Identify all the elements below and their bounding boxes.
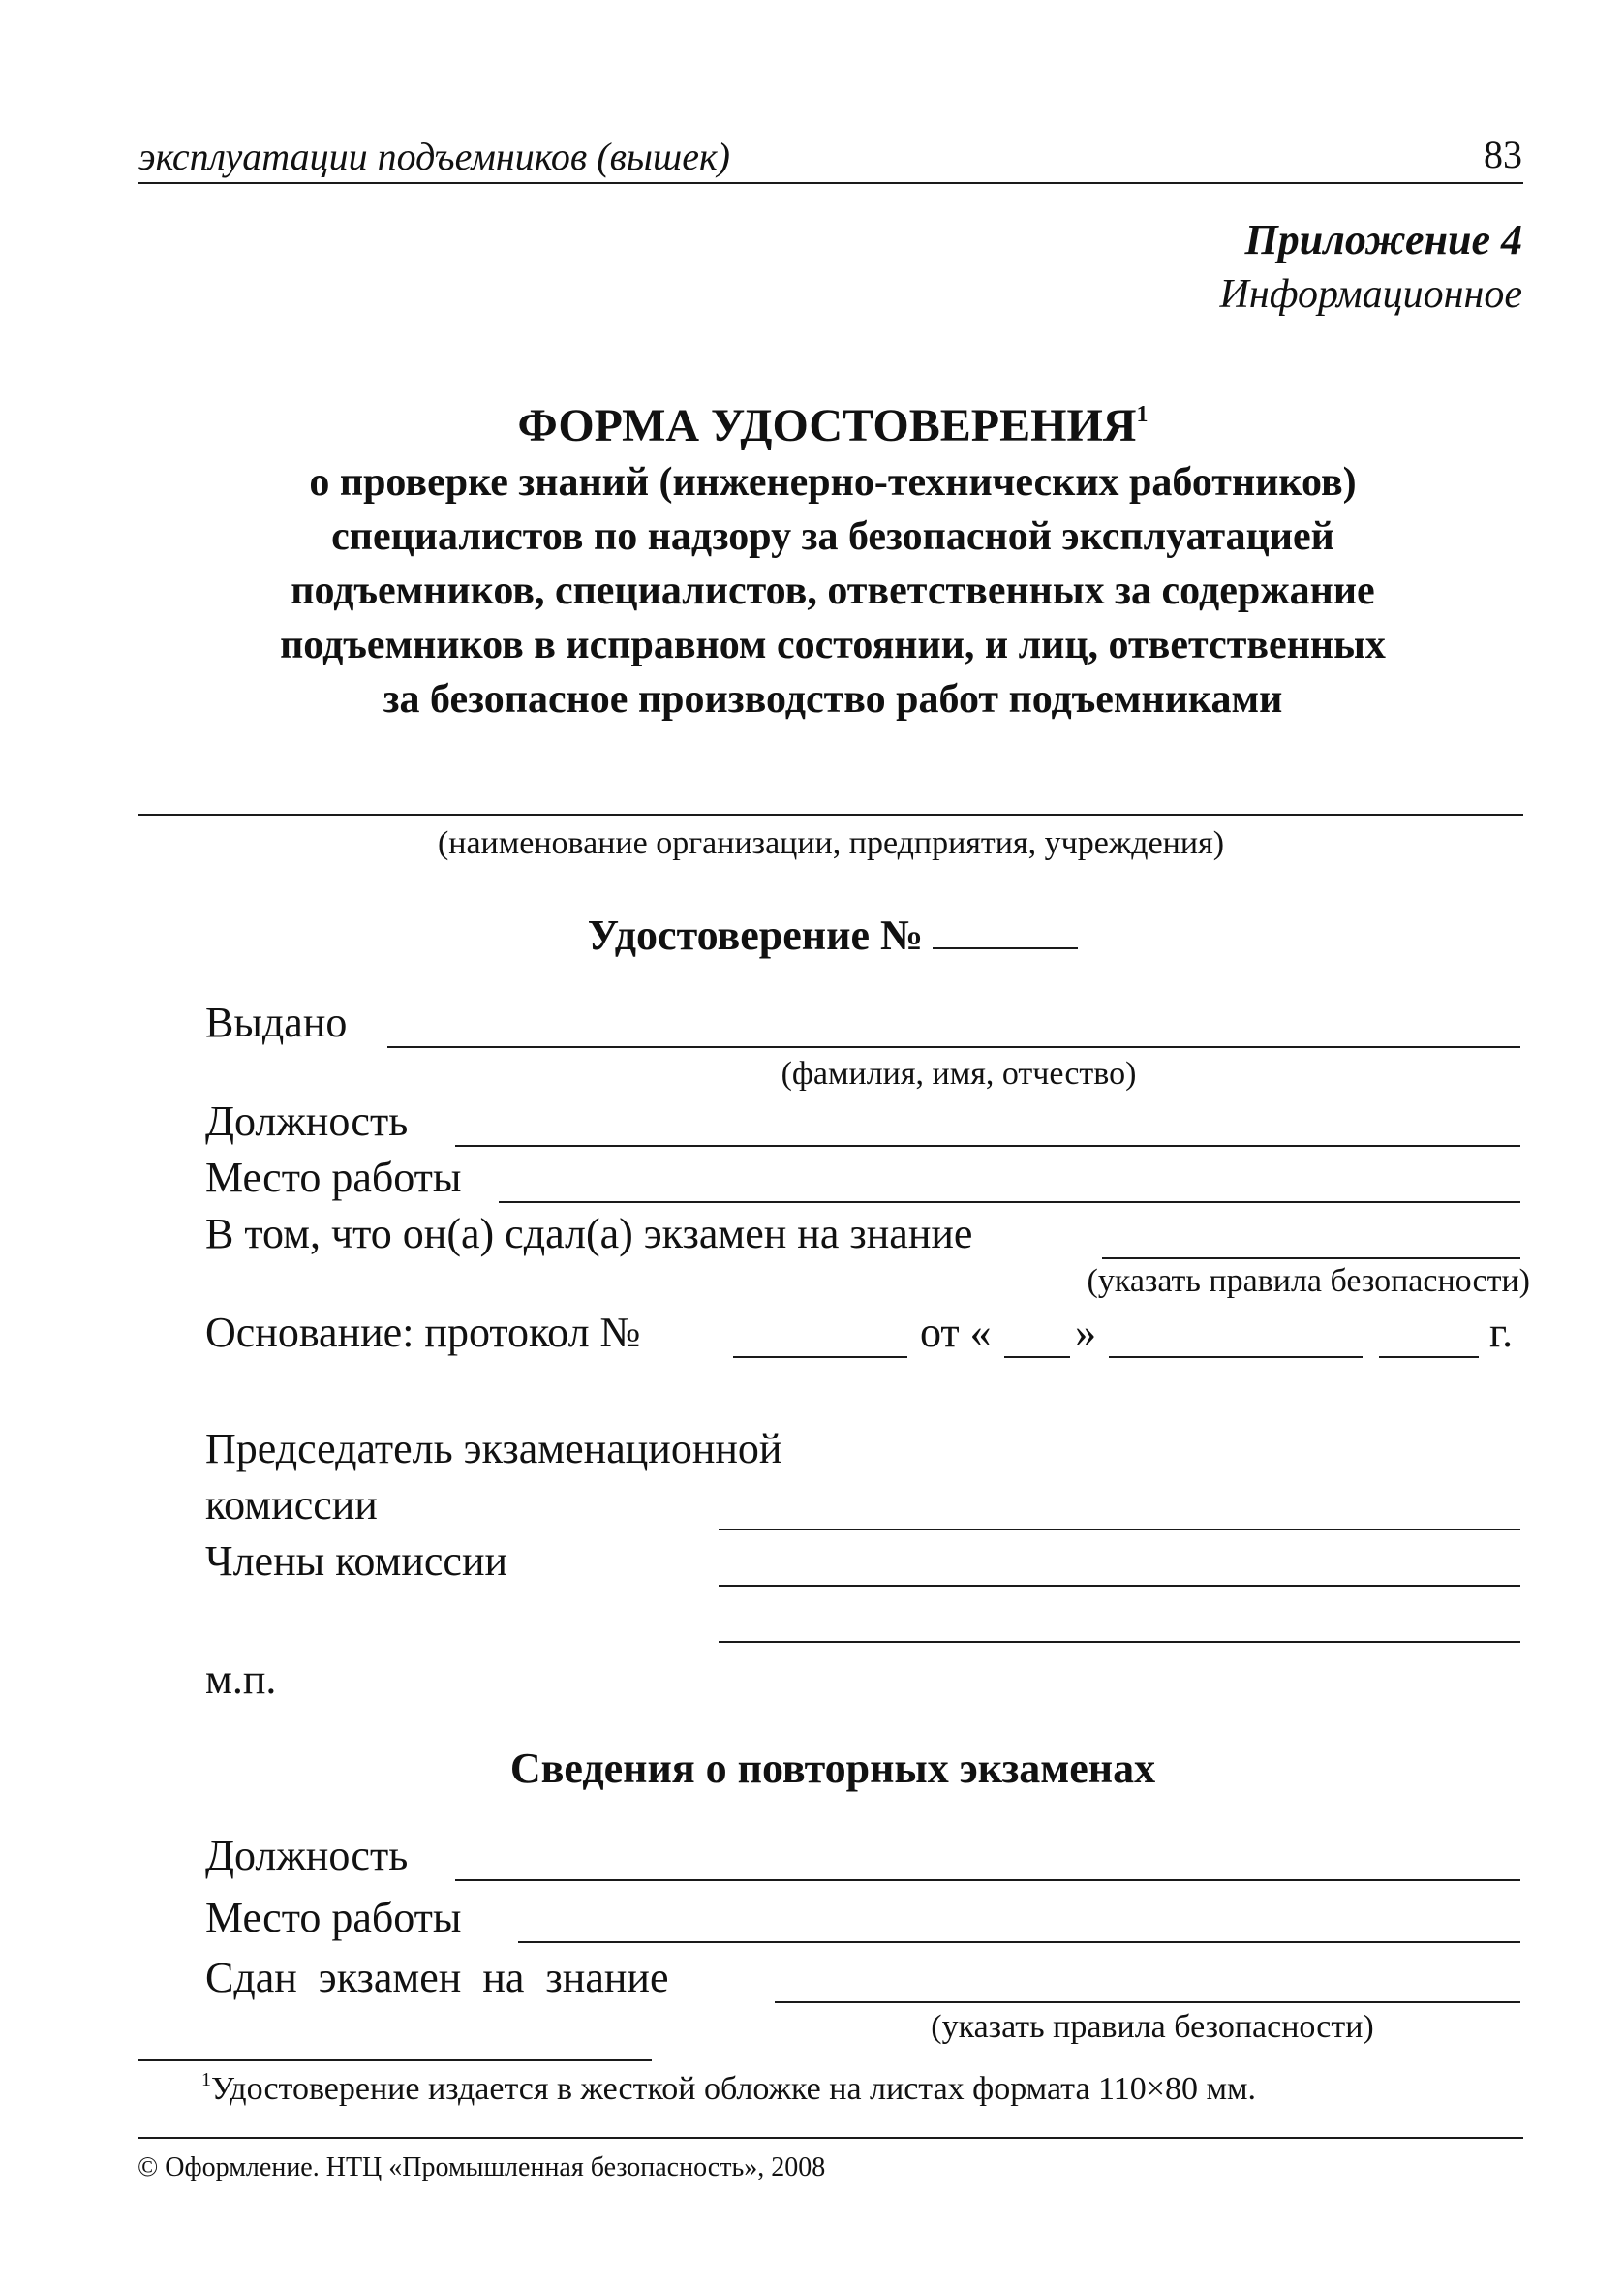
repeat-workplace-label: Место работы — [205, 1894, 462, 1941]
title-main: ФОРМА УДОСТОВЕРЕНИЯ$^1$ — [517, 400, 1149, 451]
title-line: о проверке знаний (инженерно-технических работников) — [309, 460, 1357, 505]
quote-close: » — [1075, 1309, 1096, 1356]
repeat-exam-field[interactable] — [775, 2001, 1520, 2003]
member-signature-field[interactable] — [719, 1641, 1520, 1643]
stamp-label: м.п. — [205, 1655, 277, 1703]
title-line: подъемников, специалистов, ответственных за содержание — [291, 569, 1375, 613]
issued-to-label: Выдано — [205, 999, 348, 1046]
title-line: за безопасное производство работ подъемниками — [383, 677, 1283, 722]
repeat-exam-caption: (указать правила безопасности) — [931, 2009, 1374, 2045]
copyright: © Оформление. НТЦ «Промышленная безопасность», 2008 — [138, 2152, 826, 2182]
repeat-exams-heading: Сведения о повторных экзаменах — [509, 1745, 1156, 1792]
footnote-ref: 1 — [1136, 402, 1149, 427]
members-label: Члены комиссии — [205, 1537, 508, 1585]
exam-field[interactable] — [1102, 1257, 1520, 1259]
from-label: от « — [920, 1309, 992, 1356]
repeat-workplace-field[interactable] — [518, 1941, 1520, 1943]
title-line: подъемников в исправном состоянии, и лиц, ответственных — [280, 623, 1386, 667]
page-number: 83 — [1484, 133, 1522, 176]
basis-label: Основание: протокол № — [205, 1309, 641, 1356]
protocol-day-field[interactable] — [1004, 1356, 1070, 1358]
exam-caption: (указать правила безопасности) — [1087, 1263, 1530, 1299]
footnote-marker: 1 — [201, 2069, 211, 2090]
position-field[interactable] — [455, 1145, 1520, 1147]
header-rule — [138, 182, 1523, 184]
chairman-label-cont: комиссии — [205, 1481, 378, 1529]
issued-to-caption: (фамилия, имя, отчество) — [781, 1056, 1137, 1092]
protocol-year-field[interactable] — [1379, 1356, 1479, 1358]
appendix-type: Информационное — [1219, 272, 1522, 317]
chairman-signature-field[interactable] — [719, 1529, 1520, 1530]
running-title: эксплуатации подъемников (вышек) — [138, 135, 730, 178]
organization-field[interactable] — [138, 814, 1523, 816]
title-line: специалистов по надзору за безопасной эксплуатацией — [331, 514, 1334, 559]
workplace-label: Место работы — [205, 1154, 462, 1201]
repeat-exam-label: Сдан экзамен на знание — [205, 1954, 669, 2001]
certificate-label: Удостоверение № — [587, 912, 924, 959]
certificate-number — [145, 911, 1520, 960]
document-title — [145, 386, 1520, 727]
workplace-field[interactable] — [499, 1201, 1520, 1203]
footer-rule — [138, 2137, 1523, 2139]
member-signature-field[interactable] — [719, 1585, 1520, 1587]
protocol-number-field[interactable] — [733, 1356, 907, 1358]
issued-to-field[interactable] — [387, 1046, 1520, 1048]
organization-caption: (наименование организации, предприятия, учреждения) — [437, 825, 1225, 861]
protocol-month-field[interactable] — [1109, 1356, 1363, 1358]
chairman-label: Председатель экзаменационной — [205, 1425, 782, 1472]
repeat-position-field[interactable] — [455, 1879, 1520, 1881]
repeat-position-label: Должность — [205, 1832, 409, 1879]
footnote-text: Удостоверение издается в жесткой обложке на листах формата 110×80 мм. — [211, 2071, 1256, 2107]
position-label: Должность — [205, 1098, 409, 1145]
certificate-number-field[interactable] — [933, 938, 1078, 949]
appendix-label: Приложение 4 — [1244, 216, 1522, 263]
exam-label: В том, что он(а) сдал(а) экзамен на знание — [205, 1210, 973, 1257]
footnote — [201, 2069, 1256, 2108]
footnote-rule — [138, 2059, 652, 2061]
year-suffix: г. — [1489, 1309, 1514, 1356]
